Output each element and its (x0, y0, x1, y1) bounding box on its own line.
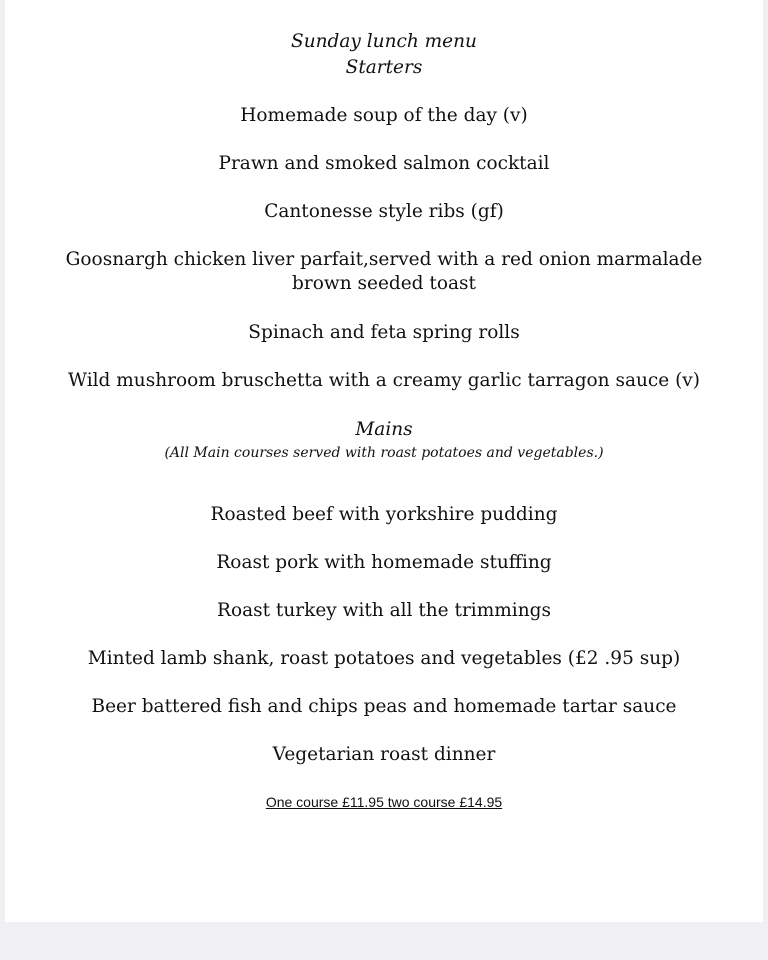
mains-heading: Mains (355, 419, 413, 440)
starter-item: Spinach and feta spring rolls (248, 322, 520, 343)
starter-item: Homemade soup of the day (v) (240, 105, 528, 126)
main-item: Roast turkey with all the trimmings (217, 600, 551, 621)
menu-title: Sunday lunch menu (291, 31, 477, 52)
starter-item-continued: brown seeded toast (292, 273, 476, 294)
starter-item: Prawn and smoked salmon cocktail (218, 153, 550, 174)
starter-item: Wild mushroom bruschetta with a creamy garlic tarragon sauce (v) (68, 370, 700, 391)
main-item: Roast pork with homemade stuffing (216, 552, 552, 573)
main-item: Beer battered fish and chips peas and homemade tartar sauce (91, 696, 677, 717)
pricing-line: One course £11.95 two course £14.95 (265, 794, 503, 810)
main-item: Vegetarian roast dinner (272, 744, 496, 765)
menu-page (5, 0, 763, 922)
main-item: Roasted beef with yorkshire pudding (210, 504, 558, 525)
main-item: Minted lamb shank, roast potatoes and vegetables (£2 .95 sup) (87, 648, 681, 669)
starter-item: Goosnargh chicken liver parfait,served with a red onion marmalade (65, 249, 703, 270)
starters-heading: Starters (345, 57, 423, 78)
mains-note: (All Main courses served with roast potatoes and vegetables.) (164, 445, 604, 461)
starter-item: Cantonesse style ribs (gf) (264, 201, 504, 222)
